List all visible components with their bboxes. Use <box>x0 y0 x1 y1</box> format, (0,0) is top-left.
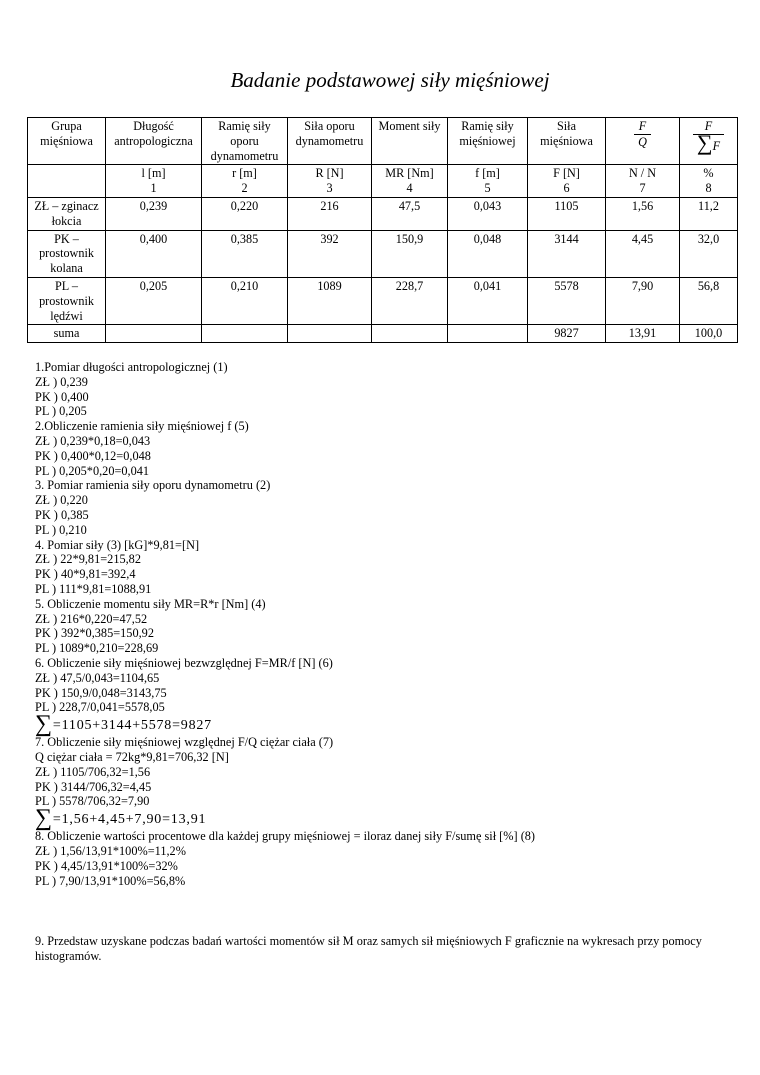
header-cell-f-over-sum <box>680 118 738 165</box>
page-title: Badanie podstawowej siły mięśniowej <box>230 68 550 92</box>
sum-formula-relative <box>35 805 535 832</box>
table-cell: PL – prostownik lędźwi <box>28 277 106 324</box>
calculations <box>35 360 535 888</box>
section-heading: 3. Pomiar ramienia siły oporu dynamometru (2) <box>35 478 271 493</box>
table-cell: 0,041 <box>448 277 528 324</box>
table-cell: 32,0 <box>680 230 738 277</box>
units-cell: N / N 7 <box>606 165 680 198</box>
calc-line: PK ) 0,385 <box>35 507 89 522</box>
header-cell: Moment siły <box>372 118 448 165</box>
table-cell: 7,90 <box>606 277 680 324</box>
table-cell: 47,5 <box>372 197 448 230</box>
results-table <box>27 117 738 343</box>
table-row <box>28 197 738 230</box>
fraction-f-sum-f <box>693 119 724 154</box>
calc-line: ZŁ ) 22*9,81=215,82 <box>35 552 141 567</box>
section-heading: 5. Obliczenie momentu siły MR=R*r [Nm] (4) <box>35 596 266 611</box>
table-cell: ZŁ – zginacz łokcia <box>28 197 106 230</box>
calc-line: ZŁ ) 1105/706,32=1,56 <box>35 764 151 779</box>
section-heading: 4. Pomiar siły (3) [kG]*9,81=[N] <box>35 537 200 552</box>
fraction-denominator-letter: F <box>712 138 721 153</box>
calc-line: PL ) 5578/706,32=7,90 <box>35 794 150 809</box>
section-heading: 7. Obliczenie siły mięśniowej względnej F/Q ciężar ciała (7) <box>35 735 334 750</box>
calc-line: PK ) 150,9/0,048=3143,75 <box>35 685 167 700</box>
calc-line: PK ) 3144/706,32=4,45 <box>35 779 152 794</box>
calc-line: ZŁ ) 47,5/0,043=1104,65 <box>35 670 160 685</box>
units-cell: f [m] 5 <box>448 165 528 198</box>
sigma-icon: ∑ <box>35 711 53 738</box>
task-question-9: 9. Przedstaw uzyskane podczas badań wartości momentów sił M oraz samych sił mięśniowych F graficznie na wykresach przy pomocy histogramów. <box>35 934 702 963</box>
table-cell: suma <box>28 325 106 343</box>
table-cell: 0,205 <box>106 277 202 324</box>
calc-line: PL ) 1089*0,210=228,69 <box>35 641 159 656</box>
table-cell: 4,45 <box>606 230 680 277</box>
table-cell: 56,8 <box>680 277 738 324</box>
calc-line: ZŁ ) 0,239 <box>35 374 88 389</box>
calc-line: PL ) 0,210 <box>35 522 87 537</box>
table-row <box>28 230 738 277</box>
header-row <box>28 118 738 165</box>
calc-line: PL ) 0,205 <box>35 404 87 419</box>
table-cell: 5578 <box>528 277 606 324</box>
table-cell: 1,56 <box>606 197 680 230</box>
table-cell <box>372 325 448 343</box>
calc-line: PK ) 392*0,385=150,92 <box>35 626 154 641</box>
calc-line: ZŁ ) 216*0,220=47,52 <box>35 611 148 626</box>
calc-line: PK ) 0,400 <box>35 389 89 404</box>
fraction-denominator: Q <box>634 134 651 150</box>
table-cell: 13,91 <box>606 325 680 343</box>
header-cell: Długość antropologiczna <box>106 118 202 165</box>
calc-line: PK ) 0,400*0,12=0,048 <box>35 448 151 463</box>
units-cell: F [N] 6 <box>528 165 606 198</box>
table-cell: 1089 <box>288 277 372 324</box>
table-cell: 0,239 <box>106 197 202 230</box>
calc-line: PL ) 228,7/0,041=5578,05 <box>35 700 165 715</box>
calc-line: PK ) 4,45/13,91*100%=32% <box>35 858 178 873</box>
table-row <box>28 277 738 324</box>
sum-formula-forces <box>35 711 535 738</box>
calc-line: ZŁ ) 0,220 <box>35 493 88 508</box>
units-cell: R [N] 3 <box>288 165 372 198</box>
calc-line: PL ) 7,90/13,91*100%=56,8% <box>35 873 186 888</box>
table-cell: 9827 <box>528 325 606 343</box>
calc-line: PL ) 111*9,81=1088,91 <box>35 581 152 596</box>
header-cell: Grupa mięśniowa <box>28 118 106 165</box>
sigma-icon: ∑ <box>696 129 713 155</box>
table-cell <box>288 325 372 343</box>
table-cell: 3144 <box>528 230 606 277</box>
section-heading: 8. Obliczenie wartości procentowe dla każdej grupy mięśniowej = iloraz danej siły F/sumę sił [%] (8) <box>35 829 536 844</box>
calc-line: ZŁ ) 1,56/13,91*100%=11,2% <box>35 843 186 858</box>
fraction-numerator: F <box>638 119 647 133</box>
sum-row <box>28 325 738 343</box>
table-cell: 0,220 <box>202 197 288 230</box>
table-cell <box>106 325 202 343</box>
table-cell: 100,0 <box>680 325 738 343</box>
table-cell: 0,210 <box>202 277 288 324</box>
table-cell: 0,043 <box>448 197 528 230</box>
calc-line: PK ) 40*9,81=392,4 <box>35 567 136 582</box>
section-heading: 2.Obliczenie ramienia siły mięśniowej f (5) <box>35 419 249 434</box>
fraction-f-q <box>634 119 651 150</box>
header-cell: Siła mięśniowa <box>528 118 606 165</box>
table-cell <box>448 325 528 343</box>
units-cell: % 8 <box>680 165 738 198</box>
calc-line: ZŁ ) 0,239*0,18=0,043 <box>35 433 151 448</box>
header-cell-f-over-q <box>606 118 680 165</box>
units-row <box>28 165 738 198</box>
table-cell: 228,7 <box>372 277 448 324</box>
table-cell: 0,385 <box>202 230 288 277</box>
table-cell: PK – prostownik kolana <box>28 230 106 277</box>
calc-line: Q ciężar ciała = 72kg*9,81=706,32 [N] <box>35 749 229 764</box>
sum-formula-text: =1,56+4,45+7,90=13,91 <box>52 812 207 828</box>
units-cell: MR [Nm] 4 <box>372 165 448 198</box>
header-cell: Ramię siły oporu dynamometru <box>202 118 288 165</box>
table-cell: 0,048 <box>448 230 528 277</box>
table-cell: 1105 <box>528 197 606 230</box>
table-cell: 11,2 <box>680 197 738 230</box>
sigma-icon: ∑ <box>35 805 53 832</box>
fraction-denominator <box>693 129 724 155</box>
header-cell: Siła oporu dynamometru <box>288 118 372 165</box>
fraction-numerator: F <box>704 119 713 133</box>
units-cell: r [m] 2 <box>202 165 288 198</box>
section-heading: 1.Pomiar długości antropologicznej (1) <box>35 360 228 374</box>
calc-line: PL ) 0,205*0,20=0,041 <box>35 463 150 478</box>
units-cell <box>28 165 106 198</box>
units-cell: l [m] 1 <box>106 165 202 198</box>
table-cell: 392 <box>288 230 372 277</box>
sum-formula-text: =1105+3144+5578=9827 <box>52 718 212 734</box>
table-cell: 216 <box>288 197 372 230</box>
table-cell: 150,9 <box>372 230 448 277</box>
header-cell: Ramię siły mięśniowej <box>448 118 528 165</box>
section-heading: 6. Obliczenie siły mięśniowej bezwzględnej F=MR/f [N] (6) <box>35 655 333 670</box>
table-cell: 0,400 <box>106 230 202 277</box>
table-cell <box>202 325 288 343</box>
